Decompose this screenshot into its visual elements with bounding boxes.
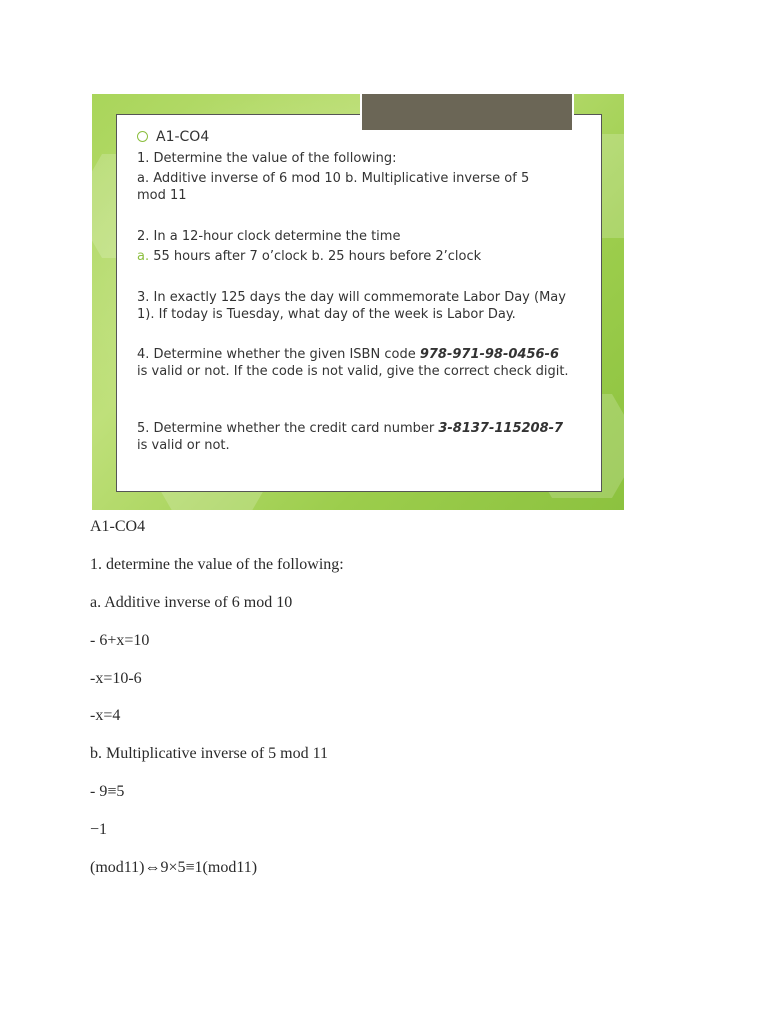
doc-line: - 6+x=10	[90, 632, 150, 649]
doc-line: 1. determine the value of the following:	[90, 556, 344, 573]
slide-q1: 1. Determine the value of the following:	[137, 151, 397, 166]
slide-q5-line2: is valid or not.	[137, 438, 230, 453]
doc-line: -x=4	[90, 707, 121, 724]
slide-q4-prefix: 4. Determine whether the given ISBN code	[137, 347, 420, 362]
doc-line: −1	[90, 821, 108, 838]
slide-q5-row	[137, 420, 563, 437]
doc-line: -x=10-6	[90, 670, 142, 687]
slide-q5-prefix: 5. Determine whether the credit card number	[137, 421, 439, 436]
slide-title-row	[137, 129, 209, 146]
slide-title-tab	[360, 94, 574, 132]
slide-q2-ab-row	[137, 248, 481, 265]
slide-content-box	[116, 114, 602, 492]
slide-q4-line2: is valid or not. If the code is not valid, give the correct check digit.	[137, 364, 569, 379]
doc-line: a. Additive inverse of 6 mod 10	[90, 594, 293, 611]
slide-title: A1-CO4	[156, 129, 210, 145]
slide-q3-line1: 3. In exactly 125 days the day will commemorate Labor Day (May	[137, 290, 566, 305]
slide-q4-isbn: 978-971-98-0456-6	[419, 347, 560, 362]
slide-image	[92, 94, 624, 510]
slide-q4-row	[137, 346, 559, 363]
slide-q1-ab-cont: mod 11	[137, 188, 187, 203]
slide-q2-ab: 55 hours after 7 o’clock b. 25 hours before 2’clock	[149, 249, 482, 264]
slide-q1-ab: a. Additive inverse of 6 mod 10 b. Multiplicative inverse of 5	[137, 171, 530, 186]
slide-q2-a-label: a.	[137, 249, 150, 264]
doc-heading: A1-CO4	[90, 518, 146, 535]
doc-line: b. Multiplicative inverse of 5 mod 11	[90, 745, 329, 762]
slide-q2: 2. In a 12-hour clock determine the time	[137, 229, 401, 244]
doc-line: (mod11)⇔9×5≡1(mod11)	[90, 859, 258, 876]
doc-line: - 9≡5	[90, 783, 125, 800]
slide-q5-card: 3-8137-115208-7	[438, 421, 564, 436]
slide-q3-line2: 1). If today is Tuesday, what day of the week is Labor Day.	[137, 307, 516, 322]
circle-bullet-icon	[137, 131, 148, 142]
